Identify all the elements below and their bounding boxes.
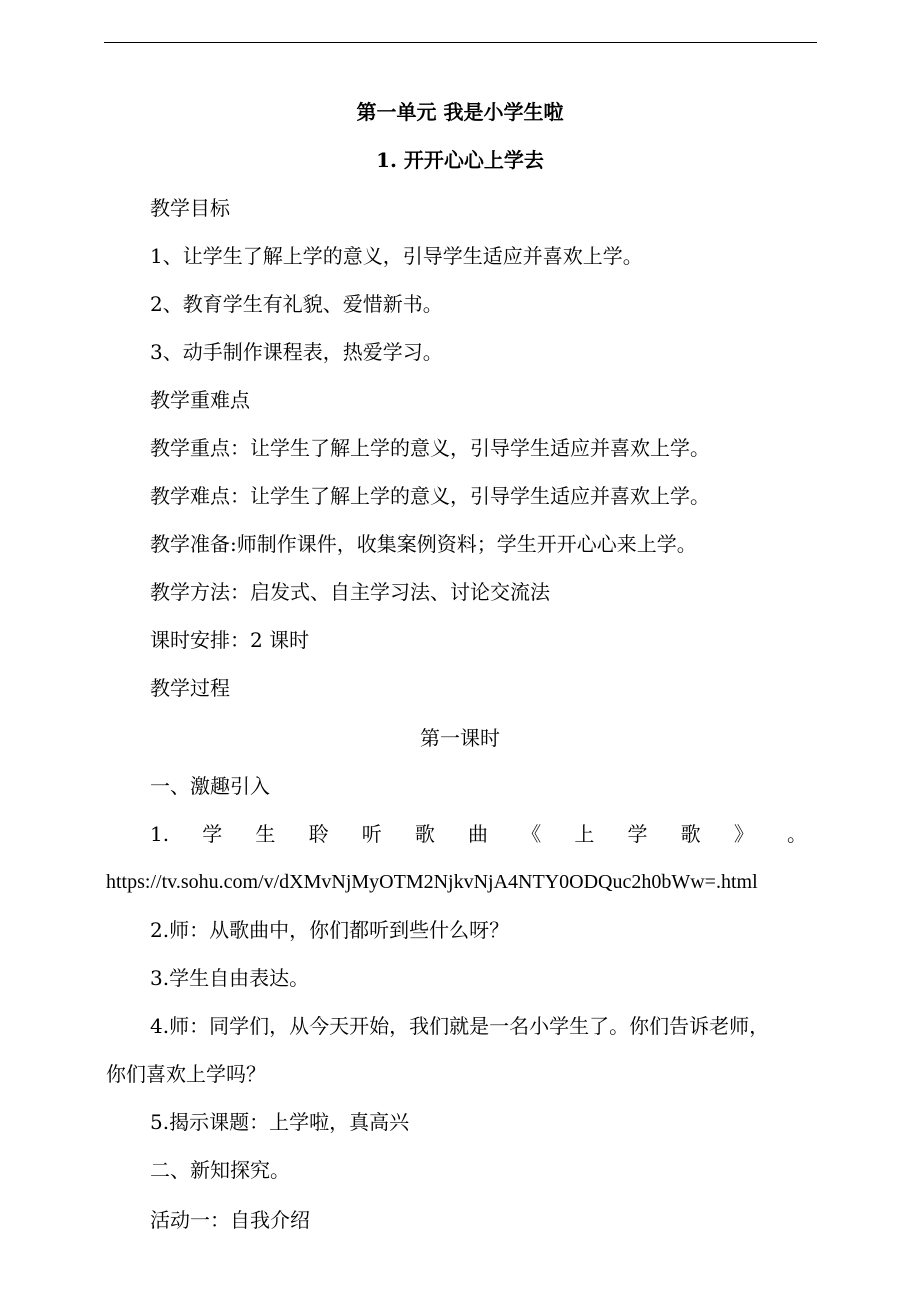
step1-part: 曲 [468, 822, 489, 846]
step1-part: 歌 [414, 822, 435, 846]
step1-part: 歌 [680, 822, 701, 846]
goal-item: 3、动手制作课程表，热爱学习。 [150, 340, 443, 364]
step1-part: 上 [574, 822, 595, 846]
step1-part: 1. [150, 822, 170, 846]
step1-part: 《 [521, 822, 542, 846]
section-title: 二、新知探究。 [150, 1158, 290, 1182]
schedule: 课时安排：2 课时 [150, 628, 310, 652]
key-points-heading: 教学重难点 [150, 388, 250, 412]
goals-heading: 教学目标 [150, 196, 230, 220]
step-item: 5.揭示课题：上学啦，真高兴 [150, 1110, 410, 1134]
preparation: 教学准备:师制作课件，收集案例资料；学生开开心心来上学。 [150, 532, 697, 556]
goal-item: 1、让学生了解上学的意义，引导学生适应并喜欢上学。 [150, 244, 643, 268]
activity-title: 活动一：自我介绍 [150, 1208, 310, 1232]
step1-part: 学 [202, 822, 223, 846]
section-title: 一、激趣引入 [150, 774, 270, 798]
step1-part: 学 [627, 822, 648, 846]
methods: 教学方法：启发式、自主学习法、讨论交流法 [150, 580, 550, 604]
step-item: 3.学生自由表达。 [150, 966, 310, 990]
difficult-point: 教学难点：让学生了解上学的意义，引导学生适应并喜欢上学。 [150, 484, 710, 508]
header-rule [104, 42, 817, 43]
period-title: 第一课时 [420, 726, 500, 750]
step1-line [150, 820, 807, 848]
song-url: https://tv.sohu.com/v/dXMvNjMyOTM2NjkvNjA4NTY0ODQuc2h0bWw=.html [106, 871, 758, 893]
step1-part: 听 [361, 822, 382, 846]
step-item: 4.师：同学们，从今天开始，我们就是一名小学生了。你们告诉老师， [150, 1014, 770, 1038]
goal-item: 2、教育学生有礼貌、爱惜新书。 [150, 292, 443, 316]
step1-part: 生 [255, 822, 276, 846]
unit-title: 第一单元 我是小学生啦 [356, 100, 564, 124]
step1-part: 》 [733, 822, 754, 846]
key-point: 教学重点：让学生了解上学的意义，引导学生适应并喜欢上学。 [150, 436, 710, 460]
step-item: 2.师：从歌曲中，你们都听到些什么呀？ [150, 918, 510, 942]
step1-part: 。 [786, 822, 807, 846]
process-heading: 教学过程 [150, 676, 230, 700]
step1-part: 聆 [308, 822, 329, 846]
step-item-continued: 你们喜欢上学吗？ [106, 1062, 266, 1086]
lesson-title: 1. 开开心心上学去 [376, 148, 544, 172]
